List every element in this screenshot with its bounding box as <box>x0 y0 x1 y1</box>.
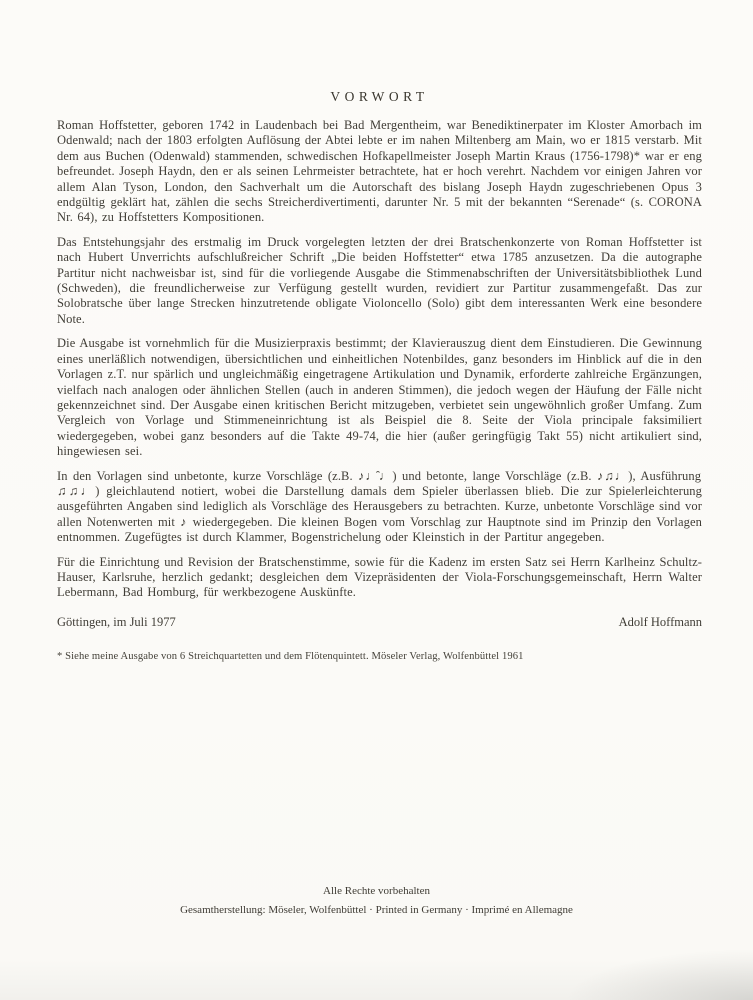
body-paragraph-music-examples: In den Vorlagen sind unbetonte, kurze Vorschläge (z.B. ♪♩̑♩) und betonte, lange Vorschläge (z.B. ♪♫♩), Ausführung ♫♫♩) gleichlautend notiert, wobei die Darstellung damals dem Spieler überlassen blieb. Die zur Spielerleichterung ausgeführten Angaben sind lediglich als Vorschläge des Herausgebers zu betrachten. Kurze, unbetonte Vorschläge sind vor allen Notenwerten mit ♪ wiedergegeben. Die kleinen Bogen vom Vorschlag zur Hauptnote sind im Prinzip den Vorlagen entnommen. Zugefügtes ist durch Klammer, Bogenstrichelung oder Kleinstich in der Partitur angegeben. <box>57 468 702 545</box>
body-paragraph: Die Ausgabe ist vornehmlich für die Musizierpraxis bestimmt; der Klavierauszug dient dem Einstudieren. Die Gewinnung eines unerläßlich notwendigen, übersichtlichen und einheitlichen Notenbildes, ganz besonders im Hinblick auf die in den Vorlagen z.T. nur spärlich und ungleichmäßig eingetragene Artikulation und Dynamik, erforderte zahlreiche Ergänzungen, vielfach nach analogen oder ähnlichen Stellen (auch in anderen Stimmen), die jedoch wegen der Häufung der Fälle nicht gekennzeichnet sind. Der Ausgabe einen kritischen Bericht mitzugeben, verbietet sein ungewöhnlich großer Umfang. Zum Vergleich von Vorlage und Stimmeneinrichtung ist als Beispiel die 8. Seite der Viola principale faksimiliert wiedergegeben, wobei ganz besonders auf die Takte 49-74, die hier (außer geringfügig Takt 55) nicht artikuliert sind, hingewiesen sei. <box>57 336 702 459</box>
footnote: * Siehe meine Ausgabe von 6 Streichquartetten und dem Flötenquintett. Möseler Verlag, Wolfenbüttel 1961 <box>57 650 524 662</box>
production-imprint: Gesamtherstellung: Möseler, Wolfenbüttel · Printed in Germany · Imprimé en Allemagne <box>180 904 573 916</box>
signature-row <box>57 615 702 630</box>
text-column <box>57 0 702 662</box>
imprint-block <box>0 885 753 916</box>
preface-body <box>57 118 702 601</box>
body-paragraph: Das Entstehungsjahr des erstmalig im Druck vorgelegten letzten der drei Bratschenkonzerte von Roman Hoffstetter ist nach Hubert Unverrichts aufschlußreicher Schrift „Die beiden Hoffstetter“ etwa 1785 anzusetzen. Da die autographe Partitur nicht nachweisbar ist, sind für die vorliegende Ausgabe die Stimmenabschriften der Universitätsbibliothek Lund (Schweden), die freundlicherweise zur Verfügung gestellt wurden, revidiert zur Partitur zusammengefaßt. Das zur Solobratsche über lange Strecken hinzutretende obligate Violoncello (Solo) gibt dem interessanten Werk eine besondere Note. <box>57 234 702 326</box>
body-paragraph: Für die Einrichtung und Revision der Bratschenstimme, sowie für die Kadenz im ersten Satz sei Herrn Karlheinz Schultz-Hauser, Karlsruhe, herzlich gedankt; desgleichen dem Vizepräsidenten der Viola-Forschungsgemeinschaft, Herrn Walter Lebermann, Bad Homburg, für werkbezogene Auskünfte. <box>57 554 702 600</box>
rights-notice: Alle Rechte vorbehalten <box>323 885 430 897</box>
signature-place-date: Göttingen, im Juli 1977 <box>57 614 176 629</box>
page-title: VORWORT <box>330 89 429 104</box>
signature-author: Adolf Hoffmann <box>618 614 702 629</box>
body-paragraph: Roman Hoffstetter, geboren 1742 in Laudenbach bei Bad Mergentheim, war Benediktinerpater im Kloster Amorbach im Odenwald; nach der 1803 erfolgten Auflösung der Abtei lebte er im nahen Miltenberg am Main, wo er 1815 verstarb. Mit dem aus Buchen (Odenwald) stammenden, schwedischen Hofkapellmeister Joseph Martin Kraus (1756-1798)* war er eng befreundet. Joseph Haydn, den er als seinen Lehrmeister betrachtete, hat er hoch verehrt. Nachdem vor einigen Jahren vor allem Alan Tyson, London, den Sachverhalt um die Autorschaft des bislang Joseph Haydn zugeschriebenen Opus 3 endgültig geklärt hat, zählen die sechs Streicherdivertimenti, darunter Nr. 5 mit der bekannten “Serenade“ (s. CORONA Nr. 64), zu Hoffstetters Kompositionen. <box>57 118 702 225</box>
